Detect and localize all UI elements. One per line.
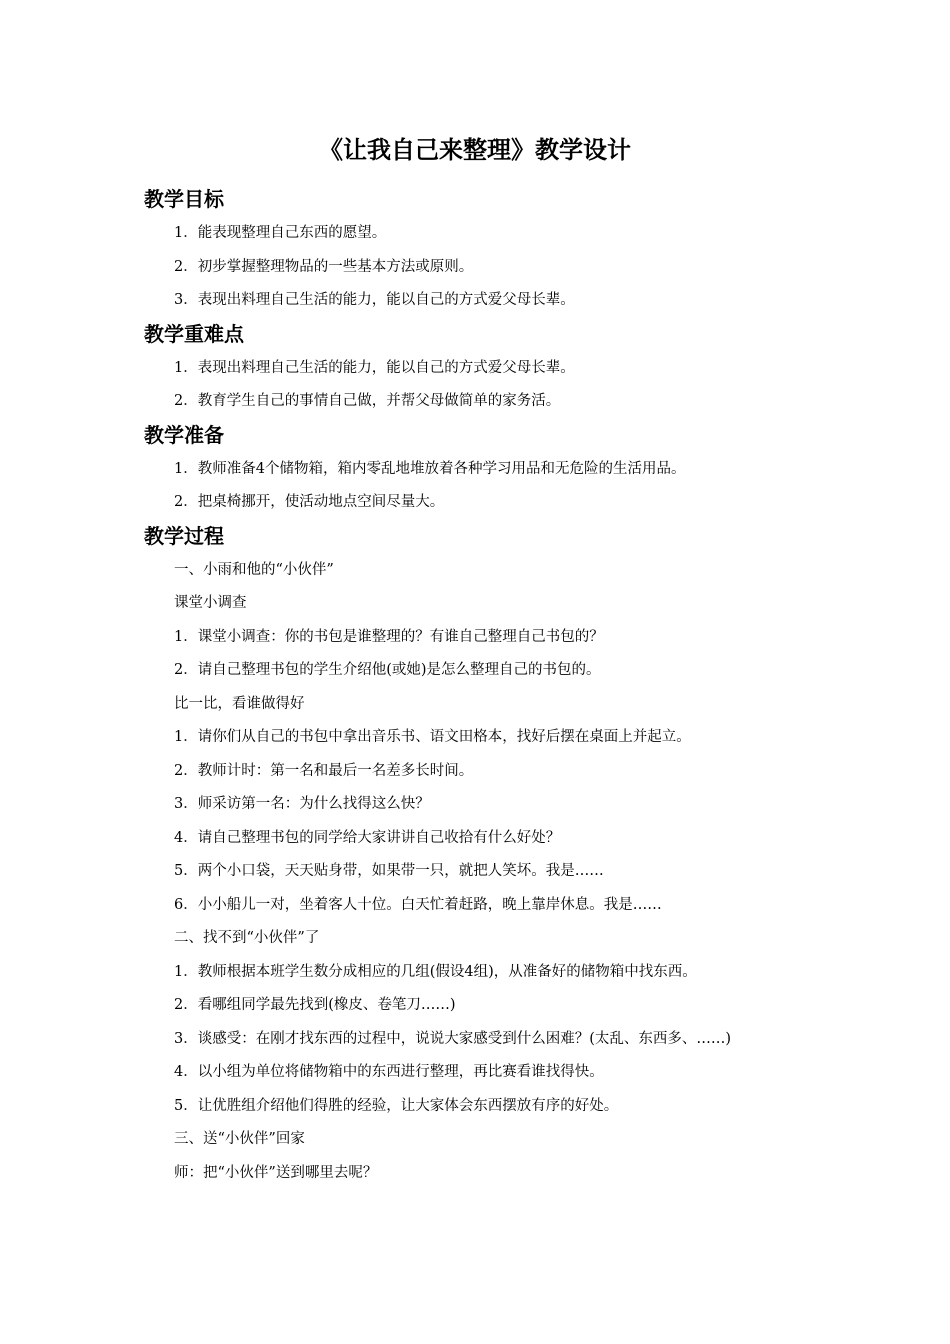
paragraph: 1．教师根据本班学生数分成相应的几组(假设4组)，从准备好的储物箱中找东西。 <box>174 963 697 980</box>
section-teaching-process <box>144 521 844 1191</box>
paragraph: 2．把桌椅挪开，使活动地点空间尽量大。 <box>174 494 445 510</box>
paragraph: 5．两个小口袋，天天贴身带，如果带一只，就把人笑坏。我是…… <box>174 863 604 879</box>
paragraph: 6．小小船儿一对，坐着客人十位。白天忙着赶路，晚上靠岸休息。我是…… <box>174 896 662 913</box>
paragraph: 4．请自己整理书包的同学给大家讲讲自己收拾有什么好处？ <box>174 829 561 846</box>
paragraph: 2．看哪组同学最先找到(橡皮、卷笔刀……) <box>174 997 456 1013</box>
document-body <box>144 184 844 1191</box>
paragraph: 一、小雨和他的“小伙伴” <box>174 561 334 578</box>
paragraph: 1．课堂小调查：你的书包是谁整理的？有谁自己整理自己书包的？ <box>174 628 604 645</box>
section-heading: 教学重难点 <box>144 321 244 346</box>
paragraph: 3．师采访第一名：为什么找得这么快？ <box>174 796 430 812</box>
paragraph: 5．让优胜组介绍他们得胜的经验，让大家体会东西摆放有序的好处。 <box>174 1097 619 1114</box>
document-title: 《让我自己来整理》教学设计 <box>319 136 631 164</box>
section-lines <box>144 217 844 318</box>
paragraph: 1．教师准备4个储物箱，箱内零乱地堆放着各种学习用品和无危险的生活用品。 <box>174 460 686 477</box>
paragraph: 4．以小组为单位将储物箱中的东西进行整理，再比赛看谁找得快。 <box>174 1064 604 1080</box>
paragraph: 1．请你们从自己的书包中拿出音乐书、语文田格本，找好后摆在桌面上并起立。 <box>174 729 691 745</box>
section-lines <box>144 554 844 1191</box>
paragraph: 比一比，看谁做得好 <box>174 695 305 712</box>
paragraph: 3．表现出料理自己生活的能力，能以自己的方式爱父母长辈。 <box>174 292 575 308</box>
section-preparation <box>144 420 844 520</box>
paragraph: 1．能表现整理自己东西的愿望。 <box>174 225 387 241</box>
section-heading: 教学过程 <box>144 523 224 548</box>
paragraph: 三、送“小伙伴”回家 <box>174 1131 305 1147</box>
paragraph: 课堂小调查 <box>174 595 247 611</box>
paragraph: 师：把“小伙伴”送到哪里去呢？ <box>174 1164 378 1181</box>
section-teaching-goals <box>144 184 844 318</box>
section-lines <box>144 453 844 520</box>
paragraph: 3．谈感受：在刚才找东西的过程中，说说大家感受到什么困难？(太乱、东西多、……) <box>174 1030 732 1047</box>
paragraph: 2．教育学生自己的事情自己做，并帮父母做简单的家务活。 <box>174 393 561 409</box>
paragraph: 2．教师计时：第一名和最后一名差多长时间。 <box>174 762 474 779</box>
paragraph: 2．请自己整理书包的学生介绍他(或她)是怎么整理自己的书包的。 <box>174 662 601 678</box>
section-key-difficulties <box>144 319 844 419</box>
section-heading: 教学目标 <box>144 187 224 211</box>
section-heading: 教学准备 <box>144 422 224 447</box>
paragraph: 二、找不到“小伙伴”了 <box>174 930 320 946</box>
paragraph: 2．初步掌握整理物品的一些基本方法或原则。 <box>174 258 474 275</box>
paragraph: 1．表现出料理自己生活的能力，能以自己的方式爱父母长辈。 <box>174 359 575 376</box>
section-lines <box>144 352 844 419</box>
